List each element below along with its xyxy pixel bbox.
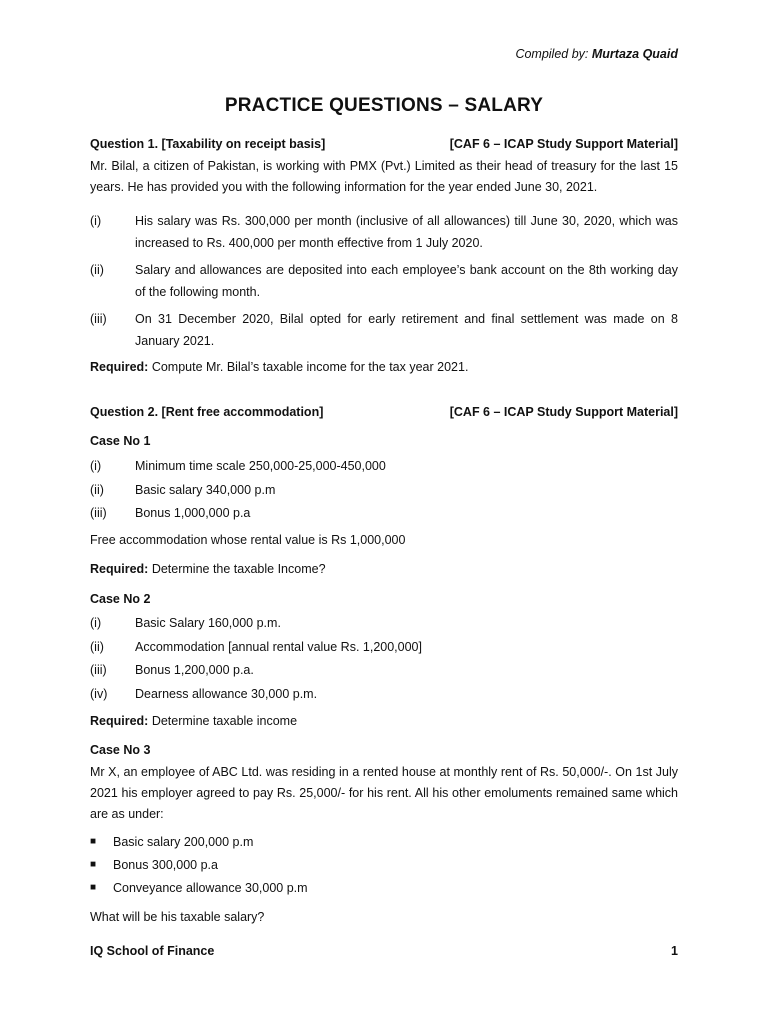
case2-item: (iv) Dearness allowance 30,000 p.m. (90, 687, 318, 701)
case3-bullet: ■ Conveyance allowance 30,000 p.m (90, 877, 678, 899)
q1-item: (i) His salary was Rs. 300,000 per month (inclusive of all allowances) till June 30, 2020, which was increased to Rs. 400,000 per month effective from 1 July 2020. (90, 214, 678, 250)
bullet-square-icon: ■ (90, 882, 97, 893)
bullet-square-icon: ■ (90, 859, 97, 870)
compiled-by (90, 47, 678, 61)
case1-item: (i) Minimum time scale 250,000-25,000-450,000 (90, 459, 386, 473)
case3-intro: Mr X, an employee of ABC Ltd. was residing in a rented house at monthly rent of Rs. 50,000/-. On 1st July 2021 his employer agreed to pay Rs. 25,000/- for his rent. All his other emoluments remained same which are as under: (90, 765, 678, 821)
q2-heading: Question 2. [Rent free accommodation] (90, 405, 324, 419)
document-page (90, 0, 678, 1024)
footer-school: IQ School of Finance (90, 944, 215, 958)
case3-bullet: ■ Bonus 300,000 p.a (90, 854, 678, 876)
case3-title: Case No 3 (90, 743, 151, 757)
page-title: PRACTICE QUESTIONS – SALARY (224, 95, 544, 116)
case2-item: (i) Basic Salary 160,000 p.m. (90, 616, 281, 630)
q1-heading: Question 1. [Taxability on receipt basis] (90, 137, 326, 151)
case1-item: (ii) Basic salary 340,000 p.m (90, 483, 276, 497)
q1-intro: Mr. Bilal, a citizen of Pakistan, is working with PMX (Pvt.) Limited as their head of treasury for the last 15 years. He has provided you with the following information for the year ended June 30, 2021. (90, 159, 678, 194)
compiled-name: Murtaza Quaid (591, 47, 678, 61)
q1-source: [CAF 6 – ICAP Study Support Material] (449, 137, 678, 151)
page-number: 1 (671, 944, 678, 958)
q1-heading-row (90, 137, 678, 151)
q1-required: Required: Compute Mr. Bilal’s taxable income for the tax year 2021. (90, 360, 469, 374)
q2-source: [CAF 6 – ICAP Study Support Material] (449, 405, 678, 419)
case2-item: (iii) Bonus 1,200,000 p.a. (90, 663, 254, 677)
q1-item: (ii) Salary and allowances are deposited into each employee’s bank account on the 8th working day of the following month. (90, 263, 678, 299)
case1-title: Case No 1 (90, 434, 151, 448)
case2-item: (ii) Accommodation [annual rental value Rs. 1,200,000] (90, 640, 422, 654)
case2-title: Case No 2 (90, 592, 151, 606)
compiled-label: Compiled by: (515, 47, 589, 61)
page-footer (90, 944, 678, 958)
case3-question: What will be his taxable salary? (90, 910, 265, 924)
q2-heading-row (90, 405, 678, 419)
case1-note: Free accommodation whose rental value is Rs 1,000,000 (90, 533, 406, 547)
case2-required: Required: Determine taxable income (90, 714, 298, 728)
case3-bullet: ■ Basic salary 200,000 p.m (90, 831, 678, 853)
bullet-square-icon: ■ (90, 836, 97, 847)
case1-required: Required: Determine the taxable Income? (90, 562, 326, 576)
q1-item: (iii) On 31 December 2020, Bilal opted for early retirement and final settlement was made on 8 January 2021. (90, 312, 678, 348)
case1-item: (iii) Bonus 1,000,000 p.a (90, 506, 251, 520)
